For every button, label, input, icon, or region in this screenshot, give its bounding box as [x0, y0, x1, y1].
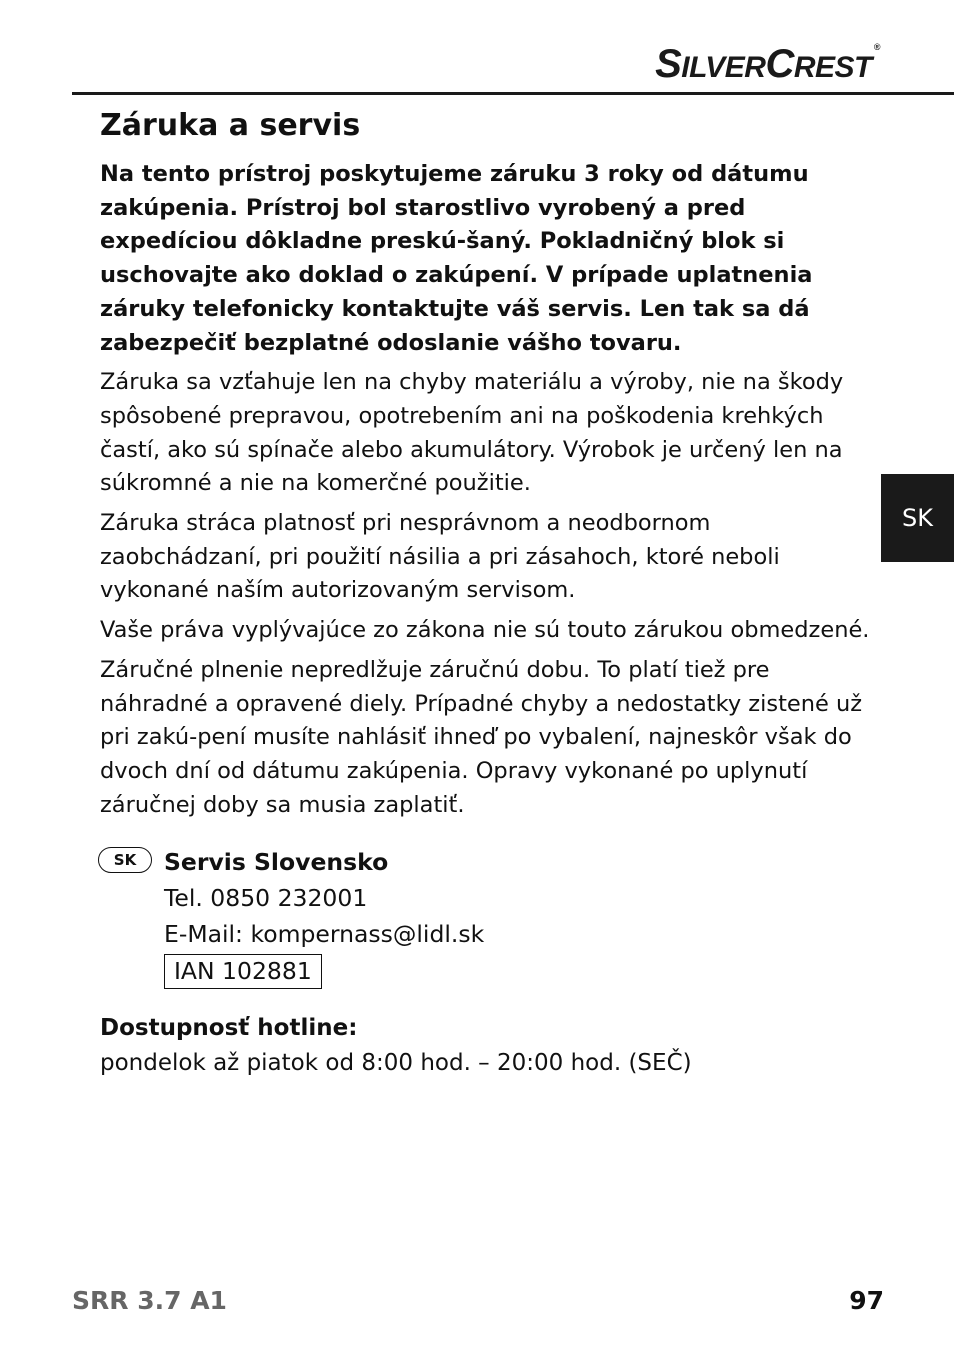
service-block [100, 844, 870, 989]
hotline-block [100, 1011, 870, 1081]
model-number: SRR 3.7 A1 [72, 1286, 227, 1315]
hotline-label: Dostupnosť hotline: [100, 1015, 358, 1042]
paragraph-warranty-scope: Záruka sa vzťahuje len na chyby materiálu a výroby, nie na škody spôsobené prepravou, opotrebením ani na poškodenia krehkých častí, ako sú spínače alebo akumulátory. Výrobok je určený len na súkromné a nie na komerčné použitie. [100, 369, 844, 497]
registered-mark: ® [873, 42, 880, 52]
service-name: Servis Slovensko [164, 848, 389, 877]
header-rule [72, 92, 954, 95]
paragraph-warranty-void: Záruka stráca platnosť pri nesprávnom a neodbornom zaobchádzaní, pri použití násilia a pri zásahoch, ktoré neboli vykonané naším autorizovaným servisom. [100, 510, 780, 604]
brand-logo-ilver: ILVER [681, 51, 766, 84]
hotline-hours: pondelok až piatok od 8:00 hod. – 20:00 hod. (SEČ) [100, 1050, 692, 1077]
brand-logo-c: C [765, 42, 794, 86]
country-badge: SK [98, 847, 152, 873]
language-tab: SK [881, 474, 954, 562]
brand-logo [655, 42, 880, 87]
paragraph-legal-rights: Vaše práva vyplývajúce zo zákona nie sú touto zárukou obmedzené. [100, 617, 870, 644]
page-title: Záruka a servis [100, 108, 361, 143]
paragraph-warranty-intro: Na tento prístroj poskytujeme záruku 3 roky od dátumu zakúpenia. Prístroj bol starostlivo vyrobený a pred expedíciou dôkladne preskú-šaný. Pokladničný blok si uschovajte ako doklad o zakúpení. V prípade uplatnenia záruky telefonicky kontaktujte váš servis. Len tak sa dá zabezpečiť bezplatné odoslanie vášho tovaru. [100, 161, 813, 356]
page-number: 97 [849, 1286, 884, 1315]
brand-logo-rest: REST [793, 51, 872, 84]
main-content [100, 106, 870, 1081]
brand-logo-s: S [655, 42, 682, 86]
service-email: E-Mail: kompernass@lidl.sk [164, 920, 485, 949]
paragraph-warranty-period: Záručné plnenie nepredlžuje záručnú dobu. To platí tiež pre náhradné a opravené diely. Prípadné chyby a nedostatky zistené už pri zakú-pení musíte nahlásiť ihneď po vybalení, najneskôr však do dvoch dní od dátumu zakúpenia. Opravy vykonané po uplynutí záručnej doby sa musia zaplatiť. [100, 656, 863, 818]
service-phone: Tel. 0850 232001 [164, 884, 368, 913]
ian-number-box: IAN 102881 [164, 954, 322, 989]
